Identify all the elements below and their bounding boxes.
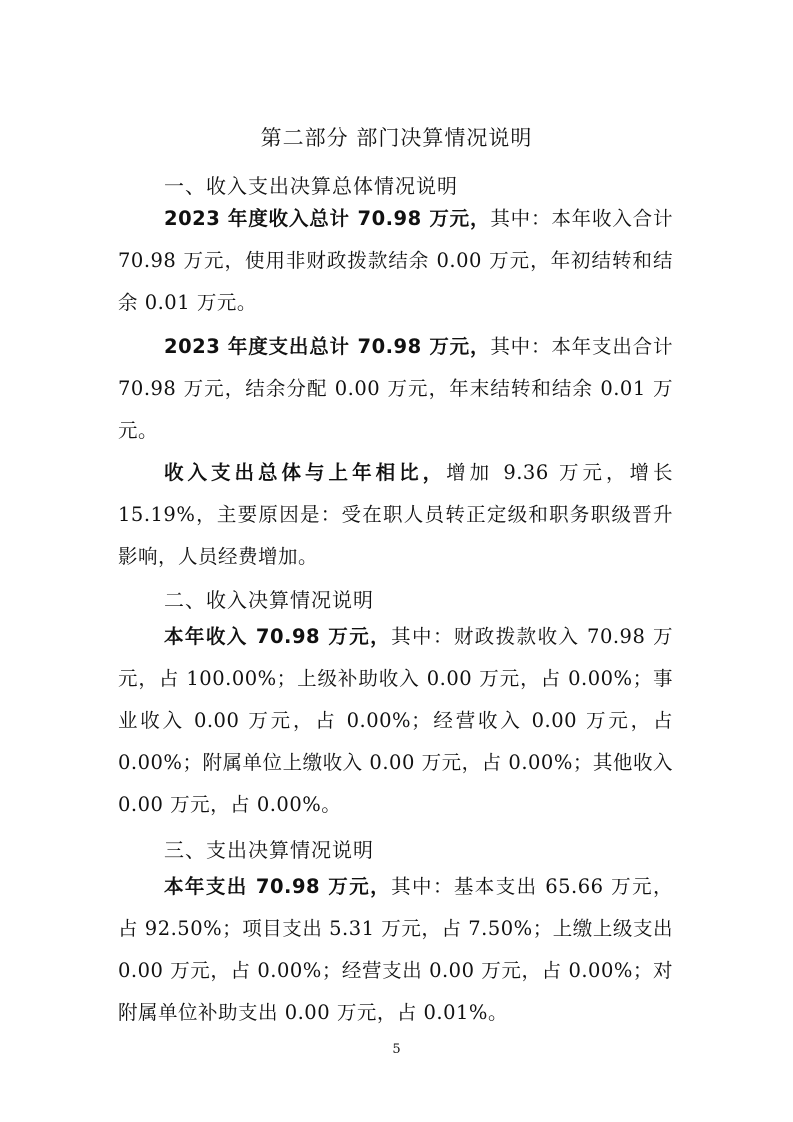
page-number: 5 [392,1042,401,1057]
paragraph-lead: 本年收入 70.98 万元， [164,625,392,648]
paragraph-expenditure-detail [118,866,673,1034]
paragraph-income-detail [118,616,673,826]
paragraph-lead: 2023 年度收入总计 70.98 万元， [164,207,491,230]
paragraph-total-expenditure [118,326,673,452]
paragraph-lead: 2023 年度支出总计 70.98 万元， [164,335,491,358]
section-heading-expenditure: 三、支出决算情况说明 [164,838,374,862]
paragraph-body: 其中：财政拨款收入 70.98 万元，占 100.00%；上级补助收入 0.00 万元，占 0.00%；事业收入 0.00 万元，占 0.00%；经营收入 0.00 万元，占 0.00%；附属单位上缴收入 0.00 万元，占 0.00%；其他收入 0.00 万元，占 0.00%。 [118,625,673,816]
paragraph-body: 其中：基本支出 65.66 万元，占 92.50%；项目支出 5.31 万元，占 7.50%；上缴上级支出 0.00 万元，占 0.00%；经营支出 0.00 万元，占 0.00%；对附属单位补助支出 0.00 万元，占 0.01%。 [118,875,673,1024]
paragraph-body: 增加 9.36 万元，增长 15.19%，主要原因是：受在职人员转正定级和职务职级晋升影响，人员经费增加。 [118,461,673,568]
paragraph-year-comparison [118,452,673,578]
paragraph-body: 其中：本年收入合计 70.98 万元，使用非财政拨款结余 0.00 万元，年初结转和结余 0.01 万元。 [118,207,673,314]
paragraph-total-income [118,198,673,324]
paragraph-body: 其中：本年支出合计 70.98 万元，结余分配 0.00 万元，年末结转和结余 0.01 万元。 [118,335,673,442]
section-heading-income: 二、收入决算情况说明 [164,588,374,612]
page-title: 第二部分 部门决算情况说明 [260,126,533,150]
paragraph-lead: 收入支出总体与上年相比， [164,461,447,484]
paragraph-lead: 本年支出 70.98 万元， [164,875,392,898]
section-heading-overall: 一、收入支出决算总体情况说明 [164,174,458,198]
